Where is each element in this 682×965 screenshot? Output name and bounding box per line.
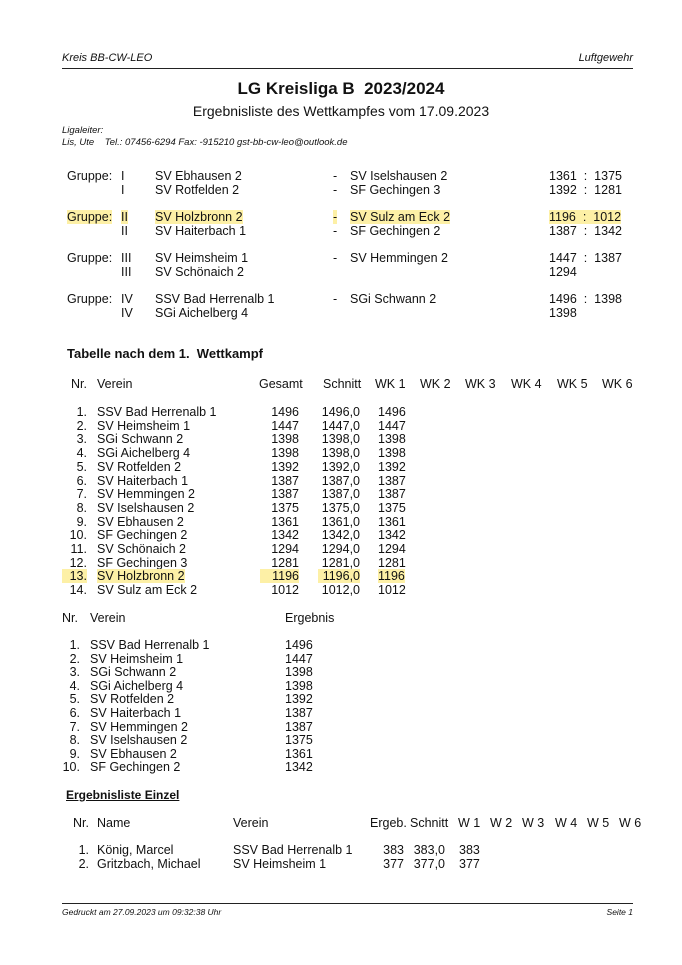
gesamt: 1387 <box>271 473 299 488</box>
gruppe-row <box>0 224 682 238</box>
schnitt: 1196,0 <box>318 569 360 583</box>
table-row <box>0 460 682 474</box>
col-w5: W 5 <box>587 816 610 830</box>
ergebnis: 1496 <box>285 638 313 652</box>
gruppe-row <box>0 183 682 197</box>
gruppe-row <box>0 251 682 265</box>
ergebnis: 1361 <box>285 746 313 761</box>
club-name: SV Heimsheim 1 <box>90 651 184 666</box>
wk1: 1398 <box>378 446 406 461</box>
list-item <box>0 652 682 666</box>
rank: 9. <box>76 514 87 529</box>
schnitt: 1281,0 <box>321 555 360 570</box>
wk1: 1196 <box>378 569 405 584</box>
gruppe-row <box>0 306 682 320</box>
schnitt: 1361,0 <box>321 514 360 529</box>
match-score: 1398 <box>549 306 577 320</box>
page-title: LG Kreisliga B 2023/2024 <box>237 79 445 98</box>
rank: 3. <box>76 432 87 447</box>
club-name: SV Sulz am Eck 2 <box>97 583 198 598</box>
col-gesamt: Gesamt <box>259 377 303 391</box>
schnitt: 1342,0 <box>321 528 360 543</box>
wk1: 1387 <box>378 487 406 502</box>
footer-printed: Gedruckt am 27.09.2023 um 09:32:38 Uhr <box>62 907 222 917</box>
schnitt: 1398,0 <box>321 432 360 447</box>
table-row <box>0 487 682 501</box>
club-name: SF Gechingen 3 <box>97 555 188 570</box>
col-nr: Nr. <box>62 611 78 625</box>
col-w3: W 3 <box>522 816 545 830</box>
rank: 7. <box>69 719 80 734</box>
home-team: SV Schönaich 2 <box>155 265 244 279</box>
ligaleiter-line: Lis, Ute Tel.: 07456-6294 Fax: -915210 gst-bb-cw-leo@outlook.de <box>62 137 348 148</box>
footer-rule <box>62 903 633 904</box>
ligaleiter-label: Ligaleiter: <box>62 125 104 136</box>
match-score: 1361 : 1375 <box>549 169 622 183</box>
club-name: SV Schönaich 2 <box>97 542 186 556</box>
home-team: SGi Aichelberg 4 <box>155 306 249 320</box>
wk1: 1392 <box>378 459 406 474</box>
dash: - <box>333 292 338 306</box>
rank: 8. <box>76 500 87 515</box>
rank: 3. <box>69 665 80 680</box>
rank: 1. <box>78 843 89 857</box>
wk1: 1387 <box>378 473 406 488</box>
club-name: SSV Bad Herrenalb 1 <box>97 405 217 419</box>
schnitt: 1392,0 <box>321 459 360 474</box>
ergebnis: 1387 <box>285 706 313 720</box>
ergeb: 383 <box>383 843 404 857</box>
rank: 5. <box>69 692 80 707</box>
col-w6: W 6 <box>619 816 642 830</box>
schnitt: 1294,0 <box>321 542 360 556</box>
club-name: SF Gechingen 2 <box>97 528 188 543</box>
wk1: 1398 <box>378 432 406 447</box>
wk1: 1496 <box>378 405 406 419</box>
wk1: 1375 <box>378 500 406 515</box>
list-item <box>0 706 682 720</box>
home-team: SV Ebhausen 2 <box>155 169 242 183</box>
club-name: SV Heimsheim 1 <box>97 418 191 433</box>
list-item <box>0 733 682 747</box>
wk1: 1447 <box>378 418 406 433</box>
ergebnis: 1398 <box>285 665 313 680</box>
w1: 377 <box>459 857 480 871</box>
match-score: 1392 : 1281 <box>549 183 622 197</box>
rank: 4. <box>69 678 80 693</box>
table-row <box>0 569 682 583</box>
gruppe-label: Gruppe: <box>67 210 113 224</box>
home-team: SV Rotfelden 2 <box>155 183 240 197</box>
club-name: SGi Aichelberg 4 <box>97 446 191 461</box>
col-verein: Verein <box>233 816 269 830</box>
table-row <box>0 583 682 597</box>
club-name: SV Haiterbach 1 <box>90 706 182 720</box>
gesamt: 1447 <box>271 418 299 433</box>
col-wk2: WK 2 <box>420 377 451 391</box>
club-name: SF Gechingen 2 <box>90 760 181 775</box>
gruppe-roman: III <box>121 251 132 265</box>
ergebnis-header <box>0 611 682 625</box>
tabelle-header <box>0 377 682 391</box>
club-name: SV Rotfelden 2 <box>90 692 175 707</box>
header-left: Kreis BB-CW-LEO <box>62 52 153 64</box>
gruppe-roman: I <box>121 169 125 183</box>
rank: 10. <box>62 760 80 775</box>
match-score: 1496 : 1398 <box>549 292 622 306</box>
table-row <box>0 405 682 419</box>
club-name: SGi Schwann 2 <box>90 665 177 680</box>
rank: 11. <box>70 542 87 556</box>
gruppe-row <box>0 169 682 183</box>
col-wk1: WK 1 <box>375 377 406 391</box>
rank: 13. <box>62 569 87 583</box>
gruppe-roman: I <box>121 183 125 197</box>
ergebnis: 1342 <box>285 760 313 775</box>
rank: 5. <box>76 459 87 474</box>
table-row <box>0 542 682 556</box>
ergeb: 377 <box>383 857 404 871</box>
list-item <box>0 747 682 761</box>
gesamt: 1496 <box>271 405 299 419</box>
rank: 2. <box>78 857 89 871</box>
col-nr: Nr. <box>71 377 87 391</box>
schnitt: 1387,0 <box>321 487 360 502</box>
col-schnitt: Schnitt <box>323 377 362 391</box>
away-team: SF Gechingen 3 <box>350 183 441 197</box>
dash: - <box>333 210 338 224</box>
home-team: SV Holzbronn 2 <box>155 210 243 224</box>
home-team: SV Heimsheim 1 <box>155 251 249 265</box>
list-item <box>0 720 682 734</box>
gesamt: 1281 <box>271 555 299 570</box>
gruppe-row <box>0 265 682 279</box>
match-score: 1196 : 1012 <box>549 210 622 224</box>
rank: 4. <box>76 446 87 461</box>
away-team: SV Iselshausen 2 <box>350 169 448 183</box>
gruppe-label: Gruppe: <box>67 169 113 183</box>
schnitt: 1387,0 <box>321 473 360 488</box>
shooter-name: König, Marcel <box>97 843 174 857</box>
gruppe-row <box>0 292 682 306</box>
list-item <box>0 679 682 693</box>
gruppe-roman: IV <box>121 306 133 320</box>
club-name: SV Iselshausen 2 <box>90 733 188 748</box>
einzel-title: Ergebnisliste Einzel <box>66 788 180 802</box>
rank: 10. <box>69 528 87 543</box>
rank: 6. <box>69 706 80 720</box>
col-verein: Verein <box>97 377 133 391</box>
gruppe-roman: II <box>121 224 128 238</box>
club-name: SV Holzbronn 2 <box>97 569 185 584</box>
schnitt: 1012,0 <box>321 583 360 598</box>
gruppe-roman: III <box>121 265 132 279</box>
col-name: Name <box>97 816 131 830</box>
shooter-name: Gritzbach, Michael <box>97 857 201 871</box>
rank: 2. <box>69 651 80 666</box>
club-name: SGi Schwann 2 <box>97 432 184 447</box>
list-item <box>0 760 682 774</box>
header-right: Luftgewehr <box>578 52 633 64</box>
ergebnis: 1387 <box>285 719 313 734</box>
table-row <box>0 446 682 460</box>
header-rule <box>62 68 633 69</box>
gesamt: 1398 <box>271 446 299 461</box>
col-ergeb: Ergeb. <box>370 816 407 830</box>
ergebnis: 1392 <box>285 692 313 707</box>
home-team: SSV Bad Herrenalb 1 <box>155 292 275 306</box>
club-name: SV Ebhausen 2 <box>97 514 184 529</box>
home-team: SV Haiterbach 1 <box>155 224 247 238</box>
gruppe-roman: IV <box>121 292 133 306</box>
schnitt: 1496,0 <box>321 405 360 419</box>
gesamt: 1387 <box>271 487 299 502</box>
col-nr: Nr. <box>73 816 89 830</box>
gesamt: 1361 <box>271 514 299 529</box>
page-subtitle: Ergebnisliste des Wettkampfes vom 17.09.2023 <box>192 103 490 119</box>
table-row <box>0 556 682 570</box>
away-team: SF Gechingen 2 <box>350 224 441 238</box>
tabelle-title: Tabelle nach dem 1. Wettkampf <box>67 346 264 361</box>
dash: - <box>333 251 338 265</box>
schnitt: 1447,0 <box>321 418 360 433</box>
col-wk6: WK 6 <box>602 377 633 391</box>
ergebnis: 1375 <box>285 733 313 748</box>
table-row <box>0 419 682 433</box>
wk1: 1012 <box>378 583 406 598</box>
table-row <box>0 857 682 871</box>
col-schnitt: Schnitt <box>410 816 449 830</box>
list-item <box>0 638 682 652</box>
rank: 14. <box>69 583 87 598</box>
rank: 1. <box>76 405 87 419</box>
match-score: 1387 : 1342 <box>549 224 622 238</box>
ergebnis: 1398 <box>285 678 313 693</box>
col-w1: W 1 <box>458 816 481 830</box>
wk1: 1281 <box>378 555 406 570</box>
club-name: SV Iselshausen 2 <box>97 500 195 515</box>
schnitt: 383,0 <box>413 843 445 857</box>
club-name: SSV Bad Herrenalb 1 <box>233 843 353 857</box>
einzel-header <box>0 816 682 830</box>
rank: 6. <box>76 473 87 488</box>
wk1: 1361 <box>378 514 406 529</box>
gesamt: 1342 <box>271 528 299 543</box>
list-item <box>0 692 682 706</box>
table-row <box>0 515 682 529</box>
gesamt: 1392 <box>271 459 299 474</box>
away-team: SV Hemmingen 2 <box>350 251 448 265</box>
gesamt: 1012 <box>271 583 299 598</box>
dash: - <box>333 224 338 238</box>
col-ergebnis: Ergebnis <box>285 611 335 625</box>
club-name: SV Haiterbach 1 <box>97 473 189 488</box>
gesamt: 1196 <box>260 569 299 583</box>
club-name: SV Heimsheim 1 <box>233 857 327 871</box>
match-score: 1294 <box>549 265 577 279</box>
col-wk4: WK 4 <box>511 377 542 391</box>
col-w2: W 2 <box>490 816 513 830</box>
schnitt: 377,0 <box>413 857 445 871</box>
gesamt: 1375 <box>271 500 299 515</box>
club-name: SGi Aichelberg 4 <box>90 678 184 693</box>
rank: 8. <box>69 733 80 748</box>
table-row <box>0 501 682 515</box>
rank: 12. <box>69 555 87 570</box>
club-name: SV Ebhausen 2 <box>90 746 177 761</box>
footer-page: Seite 1 <box>606 907 633 917</box>
col-wk5: WK 5 <box>557 377 588 391</box>
match-score: 1447 : 1387 <box>549 251 622 265</box>
away-team: SV Sulz am Eck 2 <box>350 210 451 224</box>
rank: 1. <box>69 638 80 652</box>
wk1: 1342 <box>378 528 406 543</box>
club-name: SSV Bad Herrenalb 1 <box>90 638 210 652</box>
club-name: SV Hemmingen 2 <box>90 719 188 734</box>
wk1: 1294 <box>378 542 406 556</box>
ergebnis: 1447 <box>285 651 313 666</box>
w1: 383 <box>459 843 480 857</box>
table-row <box>0 843 682 857</box>
table-row <box>0 432 682 446</box>
club-name: SV Hemmingen 2 <box>97 487 195 502</box>
schnitt: 1375,0 <box>321 500 360 515</box>
dash: - <box>333 169 338 183</box>
gruppe-label: Gruppe: <box>67 292 113 306</box>
table-row <box>0 528 682 542</box>
dash: - <box>333 183 338 197</box>
col-verein: Verein <box>90 611 126 625</box>
rank: 9. <box>69 746 80 761</box>
gruppe-label: Gruppe: <box>67 251 113 265</box>
gesamt: 1294 <box>271 542 299 556</box>
rank: 7. <box>76 487 87 502</box>
rank: 2. <box>76 418 87 433</box>
club-name: SV Rotfelden 2 <box>97 459 182 474</box>
gruppe-roman: II <box>121 210 128 224</box>
gruppe-row <box>0 210 682 224</box>
table-row <box>0 474 682 488</box>
gesamt: 1398 <box>271 432 299 447</box>
away-team: SGi Schwann 2 <box>350 292 437 306</box>
schnitt: 1398,0 <box>321 446 360 461</box>
col-w4: W 4 <box>555 816 578 830</box>
col-wk3: WK 3 <box>465 377 496 391</box>
list-item <box>0 665 682 679</box>
